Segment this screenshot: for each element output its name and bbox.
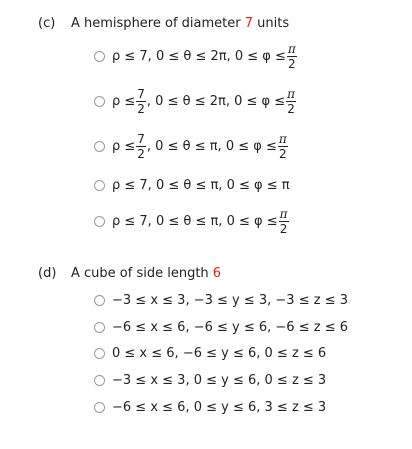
- option-text: −6 ≤ x ≤ 6, −6 ≤ y ≤ 6, −6 ≤ z ≤ 6: [112, 320, 348, 335]
- part-c-option-2[interactable]: [94, 88, 297, 115]
- part-d-option-2[interactable]: [94, 320, 348, 335]
- radio-button[interactable]: [94, 141, 105, 152]
- radio-button[interactable]: [94, 348, 105, 359]
- radio-button[interactable]: [94, 216, 105, 227]
- fraction: $\frac{\pi}{2}$: [279, 207, 288, 236]
- part-c-text: A hemisphere of diameter: [71, 16, 245, 31]
- radio-button[interactable]: [94, 402, 105, 413]
- part-d-text: A cube of side length: [71, 266, 213, 281]
- fraction: $\frac{\pi}{2}$: [287, 87, 296, 116]
- part-d-option-5[interactable]: [94, 400, 326, 415]
- radio-button[interactable]: [94, 322, 105, 333]
- part-d-heading: [38, 266, 221, 281]
- part-c-option-3[interactable]: [94, 133, 289, 160]
- part-c-option-5[interactable]: [94, 208, 290, 235]
- option-text: −6 ≤ x ≤ 6, 0 ≤ y ≤ 6, 3 ≤ z ≤ 3: [112, 400, 327, 415]
- fraction: $\frac{\pi}{2}$: [287, 42, 296, 71]
- part-c-unit: units: [253, 16, 290, 31]
- radio-button[interactable]: [94, 180, 105, 191]
- part-c-option-4[interactable]: [94, 178, 290, 193]
- option-text: ρ ≤ $\frac{7}{2}$ , 0 ≤ θ ≤ 2π, 0 ≤ φ ≤ $\frac{\pi}{2}$: [112, 87, 296, 116]
- part-d-label: (d): [38, 266, 57, 281]
- part-d-option-4[interactable]: [94, 373, 326, 388]
- option-text: ρ ≤ 7, 0 ≤ θ ≤ π, 0 ≤ φ ≤ π: [112, 178, 290, 193]
- fraction: $\frac{\pi}{2}$: [278, 132, 287, 161]
- option-text: ρ ≤ 7, 0 ≤ θ ≤ π, 0 ≤ φ ≤ $\frac{\pi}{2}$: [112, 207, 288, 236]
- part-c-diameter: 7: [244, 16, 253, 31]
- option-text: −3 ≤ x ≤ 3, −3 ≤ y ≤ 3, −3 ≤ z ≤ 3: [112, 293, 348, 308]
- fraction: $\frac{7}{2}$: [137, 132, 145, 161]
- part-c-option-1[interactable]: [94, 43, 298, 70]
- fraction: $\frac{7}{2}$: [137, 87, 145, 116]
- radio-button[interactable]: [94, 51, 105, 62]
- option-text: ρ ≤ 7, 0 ≤ θ ≤ 2π, 0 ≤ φ ≤ $\frac{\pi}{2}$: [112, 42, 296, 71]
- part-d-option-3[interactable]: [94, 346, 326, 361]
- part-c-heading: [38, 16, 289, 31]
- radio-button[interactable]: [94, 375, 105, 386]
- option-text: 0 ≤ x ≤ 6, −6 ≤ y ≤ 6, 0 ≤ z ≤ 6: [112, 346, 327, 361]
- part-c-label: (c): [38, 16, 56, 31]
- radio-button[interactable]: [94, 295, 105, 306]
- option-text: −3 ≤ x ≤ 3, 0 ≤ y ≤ 6, 0 ≤ z ≤ 3: [112, 373, 327, 388]
- radio-button[interactable]: [94, 96, 105, 107]
- part-d-option-1[interactable]: [94, 293, 348, 308]
- option-text: ρ ≤ $\frac{7}{2}$ , 0 ≤ θ ≤ π, 0 ≤ φ ≤ $\frac{\pi}{2}$: [112, 132, 287, 161]
- part-d-side-length: 6: [212, 266, 222, 281]
